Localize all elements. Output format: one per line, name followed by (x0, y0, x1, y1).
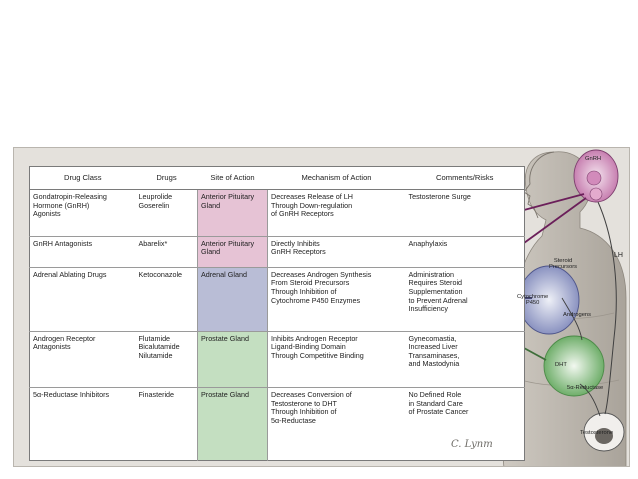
drug-class-cell: GnRH Antagonists (30, 236, 136, 267)
drug-table (29, 166, 525, 461)
mechanism-cell: Inhibits Androgen Receptor Ligand-Binding Domain Through Competitive Binding (268, 331, 406, 388)
site-cell: Prostate Gland (198, 331, 268, 388)
comments-cell: Administration Requires Steroid Supplementation to Prevent Adrenal Insufficiency (406, 267, 525, 331)
site-cell: Anterior Pituitary Gland (198, 236, 268, 267)
table-header-row (30, 167, 525, 190)
illustration-plate (13, 147, 630, 467)
drugs-cell: Abarelix* (136, 236, 198, 267)
artist-signature: C. Lynm (451, 439, 493, 450)
comments-cell: Gynecomastia, Increased Liver Transaminases, and Mastodynia (406, 331, 525, 388)
drugs-cell: Leuprolide Goserelin (138, 192, 173, 210)
header-drug-class: Drug Class (30, 167, 136, 190)
header-comments-risks: Comments/Risks (406, 167, 525, 190)
hypothalamus-node (587, 171, 601, 185)
table-row (30, 267, 525, 331)
comments-cell: Anaphylaxis (406, 236, 525, 267)
mechanism-cell: Decreases Conversion of Testosterone to DHT Through Inhibition of 5α-Reductase (268, 388, 406, 461)
label-cytochrome: Cytochrome P450 (517, 294, 549, 307)
header-site-of-action: Site of Action (198, 167, 268, 190)
label-dht: DHT (555, 362, 567, 368)
comments-cell: Testosterone Surge (408, 192, 471, 201)
label-lh: LH (614, 252, 623, 259)
label-steroid-precursors: Steroid Precursors (549, 258, 578, 271)
label-testosterone: Testosterone (580, 430, 614, 436)
drug-class-cell: Adrenal Ablating Drugs (30, 267, 136, 331)
mechanism-cell: Decreases Release of LH Through Down-regulation of GnRH Receptors (271, 192, 353, 219)
mechanism-cell: Decreases Androgen Synthesis From Steroid Precursors Through Inhibition of Cytochrome P450 Enzymes (268, 267, 406, 331)
pituitary-node (590, 188, 602, 200)
label-gnrh: GnRH (585, 156, 602, 162)
drug-class-cell: Androgen Receptor Antagonists (30, 331, 136, 388)
mechanism-cell: Directly Inhibits GnRH Receptors (268, 236, 406, 267)
site-cell: Adrenal Gland (198, 267, 268, 331)
site-cell: Prostate Gland (198, 388, 268, 461)
header-mechanism: Mechanism of Action (268, 167, 406, 190)
drug-class-cell: 5α-Reductase Inhibitors (30, 388, 136, 461)
drugs-cell: Ketoconazole (136, 267, 198, 331)
table-row (30, 190, 525, 237)
drug-class-cell: Gondatropin-Releasing Hormone (GnRH) Agonists (33, 192, 107, 219)
label-androgens: Androgens (563, 312, 592, 318)
comments-cell: No Defined Role in Standard Care of Prostate Cancer (406, 388, 525, 461)
header-drugs: Drugs (136, 167, 198, 190)
table-row (30, 236, 525, 267)
site-cell: Anterior Pituitary Gland (198, 190, 268, 237)
table-row (30, 331, 525, 388)
drugs-cell: Finasteride (136, 388, 198, 461)
drugs-cell: Flutamide Bicalutamide Nilutamide (136, 331, 198, 388)
label-reductase: 5α-Reductase (567, 385, 604, 391)
